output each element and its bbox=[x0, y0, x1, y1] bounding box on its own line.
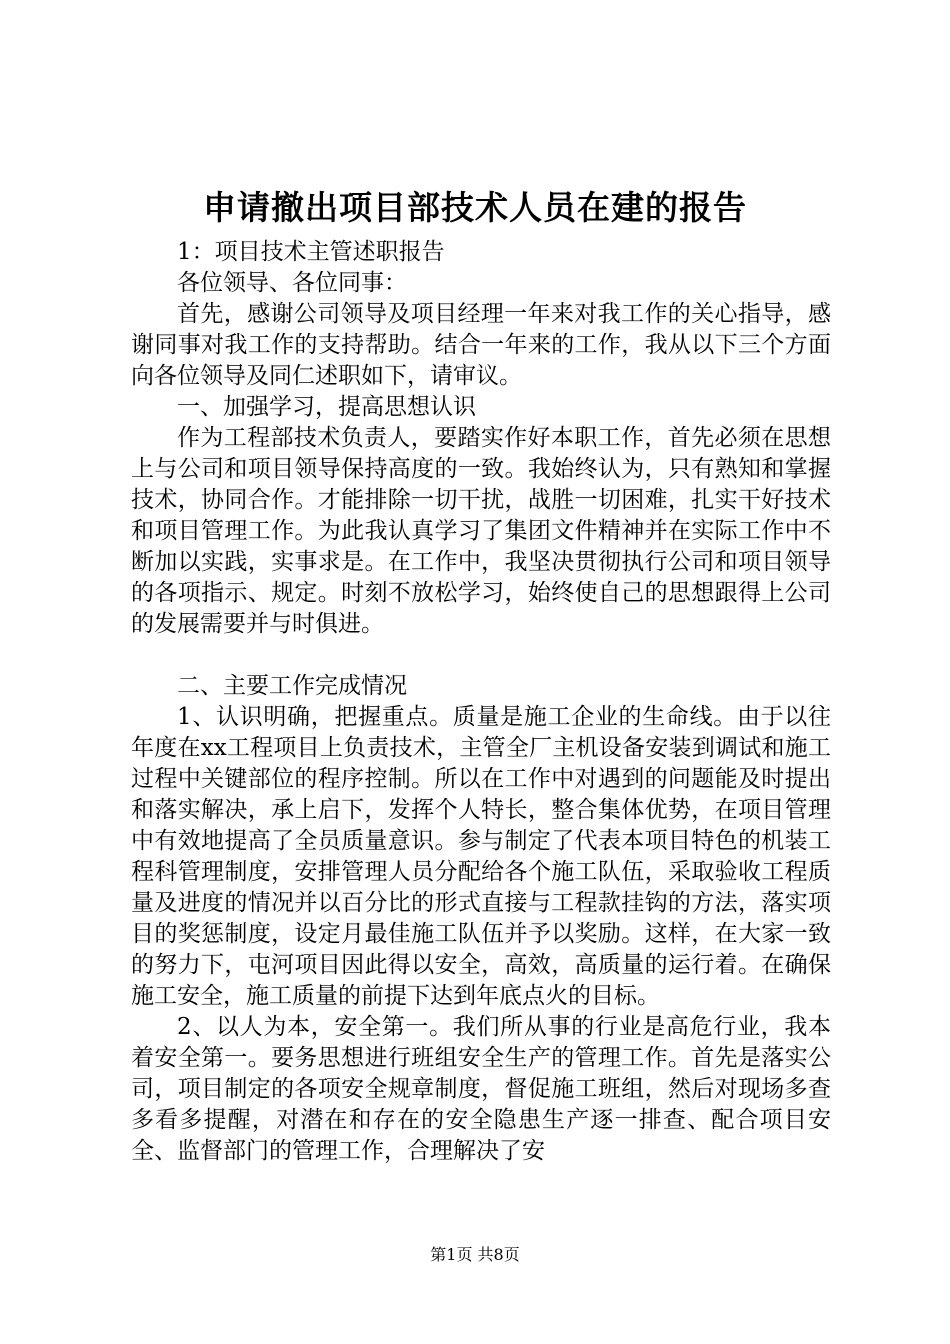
document-body bbox=[131, 237, 831, 1167]
document-title: 申请撤出项目部技术人员在建的报告 bbox=[203, 188, 747, 227]
intro-paragraph: 首先，感谢公司领导及项目经理一年来对我工作的关心指导，感谢同事对我工作的支持帮助。结合一年来的工作，我从以下三个方面向各位领导及同仁述职如下，请审议。 bbox=[131, 301, 831, 389]
report-subtitle: 1：项目技术主管述职报告 bbox=[177, 239, 445, 265]
section-heading-study: 一、加强学习，提高思想认识 bbox=[177, 394, 476, 420]
safety-paragraph: 2、以人为本，安全第一。我们所从事的行业是高危行业，我本着安全第一。要务思想进行班组安全生产的管理工作。首先是落实公司，项目制定的各项安全规章制度，督促施工班组，然后对现场多查多看多提醒，对潜在和存在的安全隐患生产逐一排查、配合项目安全、监督部门的管理工作，合理解决了安 bbox=[131, 1014, 831, 1164]
section-heading-work: 二、主要工作完成情况 bbox=[177, 673, 407, 699]
salutation: 各位领导、各位同事： bbox=[177, 270, 407, 296]
study-paragraph: 作为工程部技术负责人，要踏实作好本职工作，首先必须在思想上与公司和项目领导保持高度的一致。我始终认为，只有熟知和掌握技术，协同合作。才能排除一切干扰，战胜一切困难，扎实干好技术和项目管理工作。为此我认真学习了集团文件精神并在实际工作中不断加以实践，实事求是。在工作中，我坚决贯彻执行公司和项目领导的各项指示、规定。时刻不放松学习，始终使自己的思想跟得上公司的发展需要并与时俱进。 bbox=[131, 425, 831, 637]
page-number: 第1页 共8页 bbox=[430, 1245, 520, 1264]
quality-paragraph: 1、认识明确，把握重点。质量是施工企业的生命线。由于以往年度在xx工程项目上负责技术，主管全厂主机设备安装到调试和施工过程中关键部位的程序控制。所以在工作中对遇到的问题能及时提出和落实解决，承上启下，发挥个人特长，整合集体优势，在项目管理中有效地提高了全员质量意识。参与制定了代表本项目特色的机装工程科管理制度，安排管理人员分配给各个施工队伍，采取验收工程质量及进度的情况并以百分比的形式直接与工程款挂钩的方法，落实项目的奖惩制度，设定月最佳施工队伍并予以奖励。这样，在大家一致的努力下，屯河项目因此得以安全，高效，高质量的运行着。在确保施工安全，施工质量的前提下达到年底点火的目标。 bbox=[131, 704, 831, 1009]
